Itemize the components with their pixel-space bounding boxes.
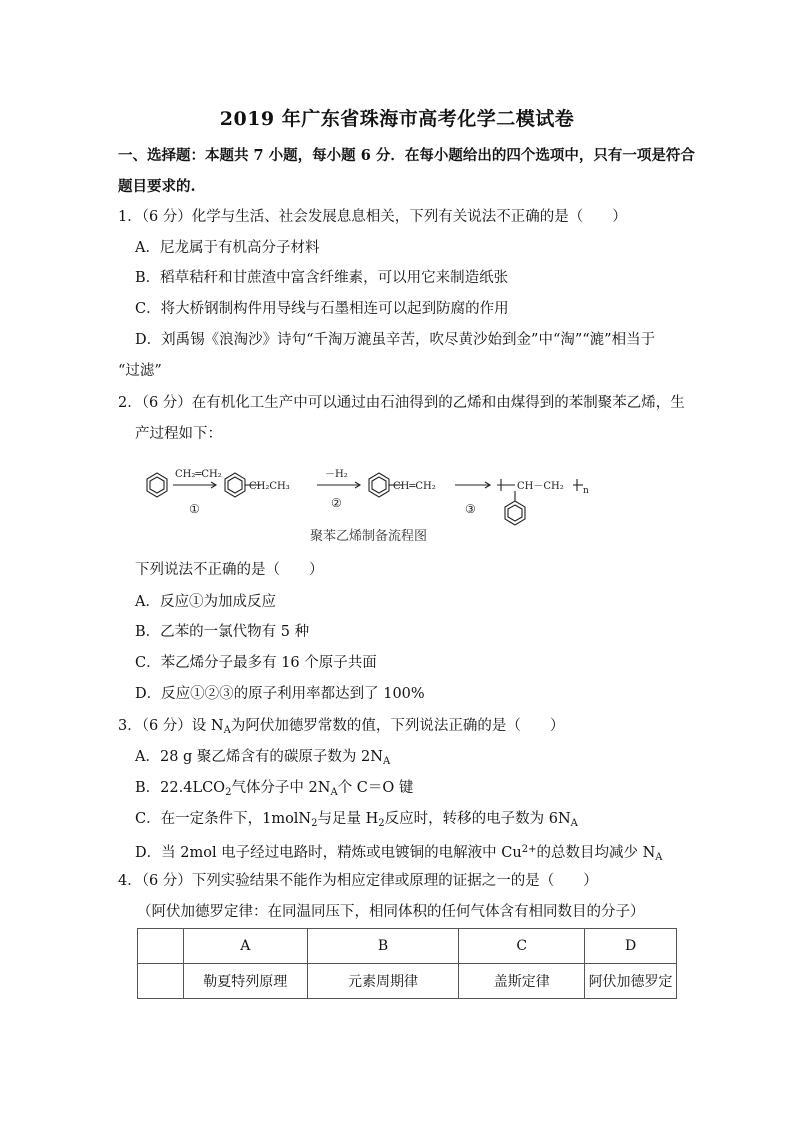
q3-option-c-text-3: 反应时，转移的电子数为 6N [384,811,571,827]
q2-stem-line1: 2．（6 分）在有机化工生产中可以通过由石油得到的乙烯和由煤得到的苯制聚苯乙烯，生 [118,395,685,411]
q4-stem: 4．（6 分）下列实验结果不能作为相应定律或原理的证据之一的是（ ） [118,873,598,889]
table-cell [138,929,184,964]
step-3-label: ③ [465,502,476,516]
q3-option-b-sub2: A [330,787,338,798]
q3-option-b-text-3: 个 C＝O 键 [337,780,414,796]
q4-note: （阿伏加德罗定律：在同温同压下，相同体积的任何气体含有相同数目的分子） [137,904,645,920]
q3-option-c [135,809,578,834]
table-cell [138,964,184,999]
q3-option-c-sub2: 2 [378,818,385,829]
q3-option-d-text-2: 的总数目均减少 N [536,845,656,861]
q3-option-c-text: C．在一定条件下，1molN [135,811,312,827]
q3-stem-sub: A [223,725,231,736]
table-row [138,964,677,999]
q2-option-b: B．乙苯的一氯代物有 5 种 [135,624,310,640]
benzene-ring-icon [369,473,389,497]
q1-option-c: C．将大桥钢制构件用导线与石墨相连可以起到防腐的作用 [135,301,509,317]
page-title: 2019 年广东省珠海市高考化学二模试卷 [219,108,575,130]
q3-option-c-sub1: 2 [311,818,318,829]
q3-option-d-sub: A [655,852,663,863]
q1-option-d: D．刘禹锡《浪淘沙》诗句“千淘万漉虽辛苦，吹尽黄沙始到金”中“淘”“漉”相当于 [135,332,656,348]
table-cell: 勒夏特列原理 [183,964,307,999]
q4-table [137,928,677,999]
q2-option-d: D．反应①②③的原子利用率都达到了 100% [135,686,425,702]
benzene-ring-icon [505,501,525,525]
q3-option-d-text: D．当 2mol 电子经过电路时，精炼或电镀铜的电解液中 Cu [135,845,522,861]
section-heading-line1: 一、选择题：本题共 7 小题，每小题 6 分．在每小题给出的四个选项中，只有一项是符合 [118,147,695,164]
product-ethylbenzene: CH₂CH₃ [249,481,290,492]
q2-prompt: 下列说法不正确的是（ ） [135,562,324,578]
q3-option-a-sub: A [382,756,391,767]
benzene-ring-icon [225,473,245,497]
q2-option-c: C．苯乙烯分子最多有 16 个原子共面 [135,655,377,671]
benzene-ring-icon [147,473,167,497]
step-1-label: ① [189,502,200,516]
q3-option-a [135,747,390,772]
q3-stem [118,716,564,741]
q2-stem-line2: 产过程如下： [135,426,222,442]
q1-option-b: B．稻草秸秆和甘蔗渣中富含纤维素，可以用它来制造纸张 [135,270,509,286]
section-heading-line2: 题目要求的. [118,178,196,195]
q3-stem-text-2: 为阿伏加德罗常数的值，下列说法正确的是（ ） [230,718,565,734]
q3-option-b-text-2: 气体分子中 2N [231,780,331,796]
q3-option-b-sub1: 2 [225,787,232,798]
polymer-unit: CH－CH₂ [517,481,564,492]
table-cell: A [183,929,307,964]
reagent-ethylene: CH₂═CH₂ [175,469,222,480]
q3-stem-text: 3．（6 分）设 N [118,718,224,734]
q3-option-b [135,778,413,803]
table-cell: C [459,929,585,964]
product-styrene: CH═CH₂ [393,481,436,492]
q3-option-d-sup: 2+ [521,844,537,855]
q3-option-d [135,840,663,868]
q1-option-d-cont: “过滤” [118,363,162,379]
q3-option-c-text-2: 与足量 H [317,811,379,827]
polymer-subscript-n: n [583,486,589,496]
q3-option-c-sub3: A [570,818,578,829]
table-cell: B [307,929,459,964]
q3-option-b-text: B．22.4LCO [135,780,226,796]
table-cell: 盖斯定律 [459,964,585,999]
q1-stem: 1．（6 分）化学与生活、社会发展息息相关，下列有关说法不正确的是（ ） [118,209,627,225]
table-cell: 元素周期律 [307,964,459,999]
step-2-label: ② [331,496,342,510]
q1-option-a: A．尼龙属于有机高分子材料 [135,240,320,256]
scheme-caption: 聚苯乙烯制备流程图 [310,529,428,544]
reagent-minus-h2: －H₂ [325,469,348,480]
q3-option-a-text: A．28 g 聚乙烯含有的碳原子数为 2N [135,749,383,765]
q2-option-a: A．反应①为加成反应 [135,594,276,610]
table-cell: D [585,929,677,964]
table-cell: 阿伏加德罗定 [585,964,677,999]
table-header-row [138,929,677,964]
